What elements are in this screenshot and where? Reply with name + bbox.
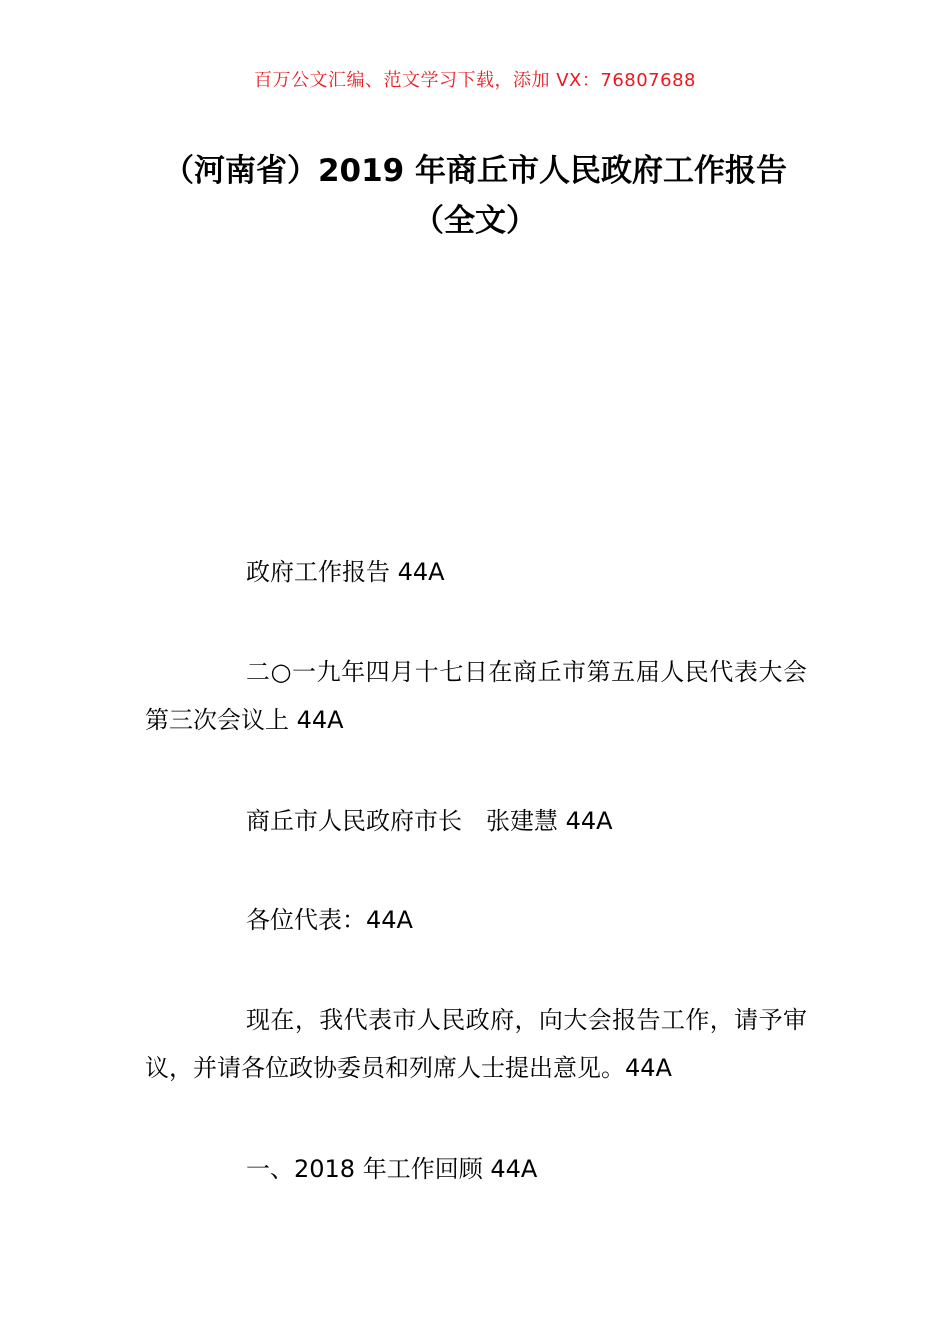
document-title: （河南省）2019 年商丘市人民政府工作报告（全文） (162, 153, 788, 239)
paragraph-section-heading: 一、2018 年工作回顾 44A (246, 1155, 538, 1183)
paragraph-salutation: 各位代表：44A (246, 906, 413, 934)
paragraph-speaker: 商丘市人民政府市长 张建慧 44A (246, 807, 613, 835)
paragraph-opening: 现在，我代表市人民政府，向大会报告工作，请予审议，并请各位政协委员和列席人士提出意见。44A (145, 1006, 807, 1082)
header-note: 百万公文汇编、范文学习下载，添加 VX：76807688 (254, 70, 696, 91)
paragraph-meeting-date: 二○一九年四月十七日在商丘市第五届人民代表大会第三次会议上 44A (145, 658, 807, 734)
paragraph-report-label: 政府工作报告 44A (246, 558, 445, 586)
